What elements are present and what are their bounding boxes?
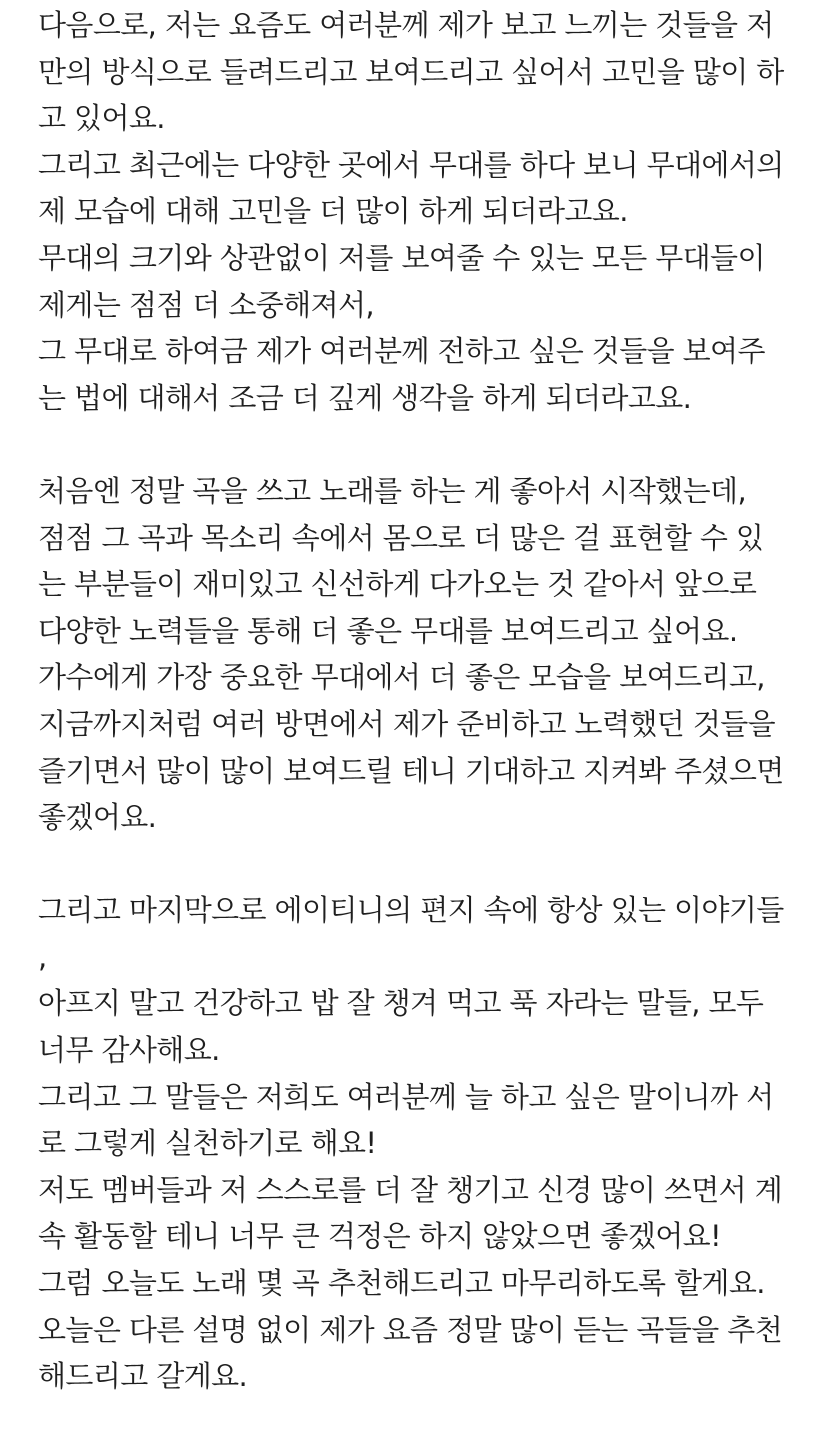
text-line: 그리고 그 말들은 저희도 여러분께 늘 하고 싶은 말이니까 서	[38, 1079, 774, 1114]
text-line: 지금까지처럼 여러 방면에서 제가 준비하고 노력했던 것들을	[38, 706, 776, 741]
text-line: 로 그렇게 실천하기로 해요!	[38, 1126, 377, 1161]
text-line: 속 활동할 테니 너무 큰 걱정은 하지 않았으면 좋겠어요!	[38, 1219, 722, 1254]
text-line: 만의 방식으로 들려드리고 보여드리고 싶어서 고민을 많이 하	[38, 54, 784, 89]
paragraph-break	[38, 421, 792, 468]
text-line: 너무 감사해요.	[38, 1033, 220, 1068]
text-line: 그리고 최근에는 다양한 곳에서 무대를 하다 보니 무대에서의	[38, 147, 784, 182]
text-line: ,	[38, 939, 47, 974]
text-line: 즐기면서 많이 많이 보여드릴 테니 기대하고 지켜봐 주셨으면	[38, 753, 784, 788]
text-line: 점점 그 곡과 목소리 속에서 몸으로 더 많은 걸 표현할 수 있	[38, 520, 764, 555]
text-line: 아프지 말고 건강하고 밥 잘 챙겨 먹고 푹 자라는 말들, 모두	[38, 986, 764, 1021]
text-line: 는 부분들이 재미있고 신선하게 다가오는 것 같아서 앞으로	[38, 567, 757, 602]
text-line: 고 있어요.	[38, 101, 165, 136]
text-line: 는 법에 대해서 조금 더 깊게 생각을 하게 되더라고요.	[38, 380, 692, 415]
text-line: 그리고 마지막으로 에이티니의 편지 속에 항상 있는 이야기들	[38, 893, 784, 928]
text-line: 좋겠어요.	[38, 800, 157, 835]
text-line: 다음으로, 저는 요즘도 여러분께 제가 보고 느끼는 것들을 저	[38, 8, 774, 42]
text-line: 해드리고 갈게요.	[38, 1359, 248, 1394]
text-line: 다양한 노력들을 통해 더 좋은 무대를 보여드리고 싶어요.	[38, 613, 738, 648]
text-line: 제게는 점점 더 소중해져서,	[38, 287, 375, 322]
text-line: 가수에게 가장 중요한 무대에서 더 좋은 모습을 보여드리고,	[38, 660, 765, 695]
text-line: 그럼 오늘도 노래 몇 곡 추천해드리고 마무리하도록 할게요.	[38, 1266, 765, 1301]
text-line: 처음엔 정말 곡을 쓰고 노래를 하는 게 좋아서 시작했는데,	[38, 473, 747, 508]
text-line: 무대의 크기와 상관없이 저를 보여줄 수 있는 모든 무대들이	[38, 240, 765, 275]
text-line: 제 모습에 대해 고민을 더 많이 하게 되더라고요.	[38, 194, 628, 229]
text-line: 오늘은 다른 설명 없이 제가 요즘 정말 많이 듣는 곡들을 추천	[38, 1312, 783, 1347]
text-line: 그 무대로 하여금 제가 여러분께 전하고 싶은 것들을 보여주	[38, 334, 765, 369]
text-line: 저도 멤버들과 저 스스로를 더 잘 챙기고 신경 많이 쓰면서 계	[38, 1172, 783, 1207]
paragraph-break	[38, 841, 792, 888]
